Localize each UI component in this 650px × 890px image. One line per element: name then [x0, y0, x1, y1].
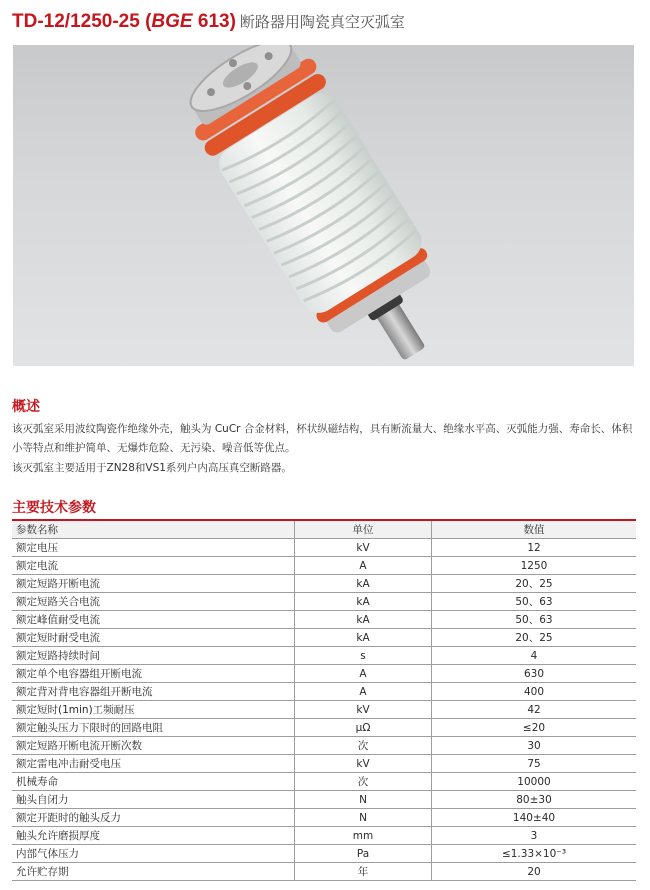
param-value-cell: 10000 [432, 773, 637, 791]
param-name-cell: 触头允许磨损厚度 [12, 827, 295, 845]
specs-header-row [12, 520, 636, 539]
table-row [12, 593, 636, 611]
param-unit-cell: kV [295, 755, 432, 773]
table-row [12, 827, 636, 845]
param-value-cell: 630 [432, 665, 637, 683]
param-value-cell: 50、63 [432, 611, 637, 629]
param-value-cell: 20、25 [432, 575, 637, 593]
param-name-cell: 机械寿命 [12, 773, 295, 791]
table-row [12, 773, 636, 791]
param-unit-cell: kA [295, 629, 432, 647]
param-name-cell: 额定短路持续时间 [12, 647, 295, 665]
param-name-cell: 额定电流 [12, 557, 295, 575]
param-value-cell: 400 [432, 683, 637, 701]
param-name-cell: 额定开距时的触头反力 [12, 809, 295, 827]
page-title [12, 6, 642, 38]
table-row [12, 629, 636, 647]
specs-table [12, 519, 636, 881]
param-name-cell: 触头自闭力 [12, 791, 295, 809]
overview-heading: 概述 [12, 399, 40, 415]
param-name-cell: 额定雷电冲击耐受电压 [12, 755, 295, 773]
param-value-cell: 4 [432, 647, 637, 665]
table-row [12, 575, 636, 593]
column-header-unit: 单位 [295, 520, 432, 539]
param-name-cell: 额定短时(1min)工频耐压 [12, 701, 295, 719]
param-value-cell: 20、25 [432, 629, 637, 647]
param-name-cell: 额定短时耐受电流 [12, 629, 295, 647]
table-row [12, 611, 636, 629]
table-row [12, 863, 636, 881]
param-unit-cell: 次 [295, 773, 432, 791]
param-unit-cell: A [295, 665, 432, 683]
param-unit-cell: A [295, 557, 432, 575]
overview-paragraph-1: 该灭弧室采用波纹陶瓷作绝缘外壳，触头为 CuCr 合金材料，杯状纵磁结构，具有断流量大、绝缘水平高、灭弧能力强、寿命长、体积小等特点和维护简单、无爆炸危险、无污染、噪音低等优点。 [12, 423, 633, 454]
param-unit-cell: mm [295, 827, 432, 845]
model-suffix: 613) [192, 11, 236, 32]
table-row [12, 755, 636, 773]
param-unit-cell: kA [295, 593, 432, 611]
param-name-cell: 额定短路开断电流 [12, 575, 295, 593]
specs-heading: 主要技术参数 [12, 500, 96, 516]
param-unit-cell: s [295, 647, 432, 665]
table-row [12, 737, 636, 755]
param-value-cell: 50、63 [432, 593, 637, 611]
brand-logo: BGE [151, 11, 193, 32]
table-row [12, 809, 636, 827]
param-name-cell: 内部气体压力 [12, 845, 295, 863]
table-row [12, 683, 636, 701]
table-row [12, 701, 636, 719]
param-value-cell: ≤20 [432, 719, 637, 737]
param-unit-cell: kA [295, 575, 432, 593]
param-unit-cell: A [295, 683, 432, 701]
param-value-cell: 75 [432, 755, 637, 773]
param-unit-cell: N [295, 809, 432, 827]
table-row [12, 665, 636, 683]
param-value-cell: 140±40 [432, 809, 637, 827]
column-header-value: 数值 [432, 520, 637, 539]
param-name-cell: 额定触头压力下限时的回路电阻 [12, 719, 295, 737]
model-prefix: TD-12/1250-25 ( [12, 11, 152, 32]
product-photo [13, 45, 634, 366]
table-row [12, 791, 636, 809]
param-unit-cell: Pa [295, 845, 432, 863]
param-unit-cell: kA [295, 611, 432, 629]
table-row [12, 719, 636, 737]
param-name-cell: 额定单个电容器组开断电流 [12, 665, 295, 683]
table-row [12, 647, 636, 665]
vacuum-interrupter-illustration [13, 45, 634, 366]
param-name-cell: 额定短路关合电流 [12, 593, 295, 611]
table-row [12, 539, 636, 557]
table-row [12, 845, 636, 863]
param-name-cell: 额定电压 [12, 539, 295, 557]
param-value-cell: 3 [432, 827, 637, 845]
param-value-cell: 12 [432, 539, 637, 557]
param-unit-cell: μΩ [295, 719, 432, 737]
param-name-cell: 额定背对背电容器组开断电流 [12, 683, 295, 701]
param-value-cell: 80±30 [432, 791, 637, 809]
param-name-cell: 允许贮存期 [12, 863, 295, 881]
param-unit-cell: kV [295, 701, 432, 719]
param-unit-cell: N [295, 791, 432, 809]
param-value-cell: 42 [432, 701, 637, 719]
page-subtitle: 断路器用陶瓷真空灭弧室 [239, 13, 405, 31]
param-unit-cell: 次 [295, 737, 432, 755]
table-row [12, 557, 636, 575]
param-value-cell: 20 [432, 863, 637, 881]
column-header-name: 参数名称 [12, 520, 295, 539]
param-unit-cell: 年 [295, 863, 432, 881]
param-value-cell: ≤1.33×10⁻³ [432, 845, 637, 863]
param-unit-cell: kV [295, 539, 432, 557]
param-name-cell: 额定峰值耐受电流 [12, 611, 295, 629]
param-value-cell: 1250 [432, 557, 637, 575]
param-name-cell: 额定短路开断电流开断次数 [12, 737, 295, 755]
overview-paragraph-2: 该灭弧室主要适用于ZN28和VS1系列户内高压真空断路器。 [12, 462, 292, 474]
param-value-cell: 30 [432, 737, 637, 755]
